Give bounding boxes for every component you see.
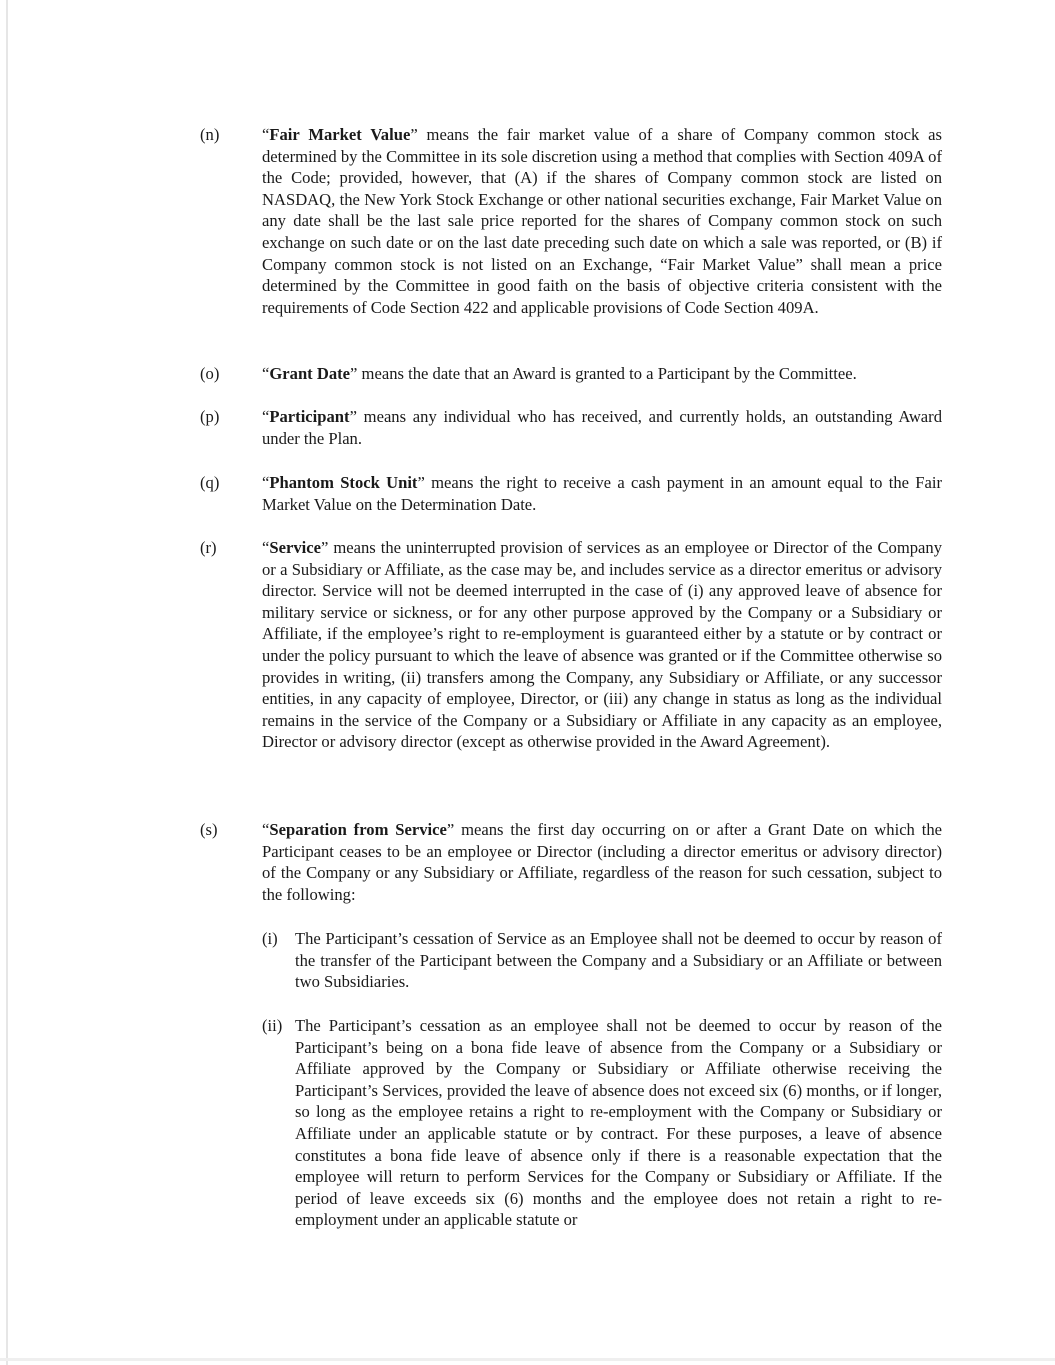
- definition-text: means the right to receive a cash payment in an amount equal to the Fair Market Value on the Determination Date.: [262, 473, 942, 514]
- sub-item-text: The Participant’s cessation as an employee shall not be deemed to occur by reason of the Participant’s being on a bona fide leave of absence from the Company or a Subsidiary or Affiliate approved by the Company or Subsidiary or Affiliate otherwise receiving the Participant’s Services, provided the leave of absence does not exceed six (6) months, or if longer, so long as the employee retains a right to re-employment with the Company or Subsidiary or Affiliate under an applicable statute or by contract. For these purposes, a leave of absence constitutes a bona fide leave of absence only if there is a reasonable expectation that the employee will return to perform Services for the Company or Subsidiary or Affiliate. If the period of leave exceeds six (6) months and the employee does not retain a right to re-employment under an applicable statute or: [295, 1016, 942, 1230]
- sub-item-text: The Participant’s cessation of Service as an Employee shall not be deemed to occur by reason of the transfer of the Participant between the Company and a Subsidiary or an Affiliate or between two Subsidiaries.: [295, 929, 942, 992]
- definition-fair-market-value: [200, 124, 942, 318]
- defined-term: Grant Date: [269, 364, 351, 383]
- defined-term: Fair Market Value: [269, 125, 411, 144]
- sub-item-i: [262, 928, 942, 993]
- scan-edge-left: [6, 0, 8, 1365]
- definition-service: [200, 537, 942, 753]
- scan-edge-bottom: [0, 1358, 1055, 1361]
- definition-label: (q): [200, 473, 220, 492]
- definition-participant: [200, 406, 942, 449]
- sub-item-ii: [262, 1015, 942, 1231]
- definition-body: “Phantom Stock Unit” means the right to receive a cash payment in an amount equal to the Fair Market Value on the Determination Date.: [262, 473, 942, 514]
- defined-term: Phantom Stock Unit: [269, 473, 418, 492]
- definition-label: (s): [200, 820, 218, 839]
- definition-label: (p): [200, 407, 220, 426]
- definition-text: means any individual who has received, and currently holds, an outstanding Award under the Plan.: [262, 407, 942, 448]
- definition-body: “Grant Date” means the date that an Award is granted to a Participant by the Committee.: [262, 364, 857, 383]
- sub-item-label: (i): [262, 929, 278, 948]
- definition-text: means the date that an Award is granted to a Participant by the Committee.: [357, 364, 857, 383]
- definition-body: “Participant” means any individual who has received, and currently holds, an outstanding Award under the Plan.: [262, 407, 942, 448]
- definition-body: “Fair Market Value” means the fair market value of a share of Company common stock as determined by the Committee in its sole discretion using a method that complies with Section 409A of the Code; provided, however, that (A) if the shares of Company common stock are listed on NASDAQ, the New York Stock Exchange or other national securities exchange, Fair Market Value on any date shall be the last sale price reported for the shares of Company common stock on such exchange on such date or on the last date preceding such date on which a sale was reported, or (B) if Company common stock is not listed on an Exchange, “Fair Market Value” shall mean a price determined by the Committee in good faith on the basis of objective criteria consistent with the requirements of Code Section 422 and applicable provisions of Code Section 409A.: [262, 125, 943, 317]
- definition-text: means the first day occurring on or after a Grant Date on which the Participant ceases to be an employee or Director (including a director emeritus or advisory director) of the Company or any Subsidiary or Affiliate, regardless of the reason for such cessation, subject to the following:: [262, 820, 942, 904]
- definition-label: (r): [200, 538, 217, 557]
- definition-text: means the uninterrupted provision of services as an employee or Director of the Company or a Subsidiary or Affiliate, as the case may be, and includes service as a director emeritus or advisory director. Service will not be deemed interrupted in the case of (i) any approved leave of absence for military service or sickness, or for any other purpose approved by the Company or a Subsidiary or Affiliate, if the employee’s right to re-employment is guaranteed either by a statute or by contract or under the policy pursuant to which the leave of absence was granted or if the Committee otherwise so provides in writing, (ii) transfers among the Company, any Subsidiary or Affiliate, or any successor entities, in any capacity of employee, Director, or (iii) any change in status as long as the individual remains in the service of the Company or a Subsidiary or Affiliate in any capacity as an employee, Director or advisory director (except as otherwise provided in the Award Agreement).: [262, 538, 942, 752]
- definition-label: (n): [200, 125, 220, 144]
- defined-term: Separation from Service: [269, 820, 447, 839]
- definition-label: (o): [200, 364, 220, 383]
- sub-item-label: (ii): [262, 1016, 283, 1035]
- defined-term: Service: [269, 538, 321, 557]
- defined-term: Participant: [269, 407, 350, 426]
- definition-separation-from-service: [200, 819, 942, 905]
- definition-body: “Service” means the uninterrupted provision of services as an employee or Director of the Company or a Subsidiary or Affiliate, as the case may be, and includes service as a director emeritus or advisory director. Service will not be deemed interrupted in the case of (i) any approved leave of absence for military service or sickness, or for any other purpose approved by the Company or a Subsidiary or Affiliate, if the employee’s right to re-employment is guaranteed either by a statute or by contract or under the policy pursuant to which the leave of absence was granted or if the Committee otherwise so provides in writing, (ii) transfers among the Company, any Subsidiary or Affiliate, or any successor entities, in any capacity of employee, Director, or (iii) any change in status as long as the individual remains in the service of the Company or a Subsidiary or Affiliate in any capacity as an employee, Director or advisory director (except as otherwise provided in the Award Agreement).: [262, 538, 942, 752]
- definition-phantom-stock-unit: [200, 472, 942, 515]
- definition-text: means the fair market value of a share of Company common stock as determined by the Committee in its sole discretion using a method that complies with Section 409A of the Code; provided, however, that (A) if the shares of Company common stock are listed on NASDAQ, the New York Stock Exchange or other national securities exchange, Fair Market Value on any date shall be the last sale price reported for the shares of Company common stock on such exchange on such date or on the last date preceding such date on which a sale was reported, or (B) if Company common stock is not listed on an Exchange, “Fair Market Value” shall mean a price determined by the Committee in good faith on the basis of objective criteria consistent with the requirements of Code Section 422 and applicable provisions of Code Section 409A.: [262, 125, 943, 317]
- definition-body: “Separation from Service” means the first day occurring on or after a Grant Date on which the Participant ceases to be an employee or Director (including a director emeritus or advisory director) of the Company or any Subsidiary or Affiliate, regardless of the reason for such cessation, subject to the following:: [262, 820, 942, 904]
- definition-grant-date: [200, 363, 942, 385]
